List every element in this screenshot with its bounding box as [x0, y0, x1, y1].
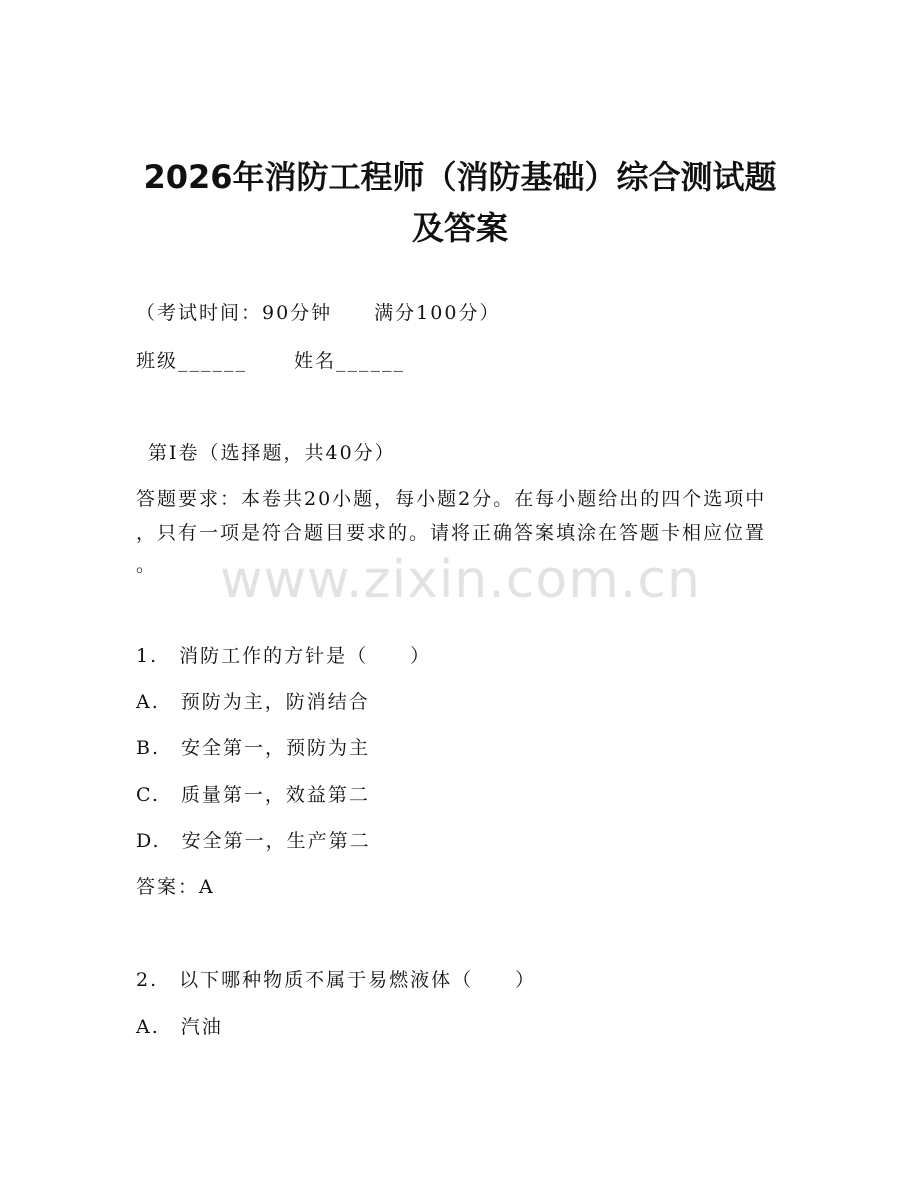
section-heading: 第I卷（选择题，共40分） [148, 442, 396, 464]
question-1-option-b: B. 安全第一，预防为主 [136, 737, 371, 759]
instructions-line-3: 。 [136, 554, 158, 576]
class-field [136, 347, 247, 375]
class-label: 班级 [136, 350, 179, 372]
class-blank: ______ [178, 350, 248, 372]
document-title-line-1: 2026年消防工程师（消防基础）综合测试题 [143, 158, 777, 196]
question-1-answer: 答案：A [136, 876, 215, 898]
exam-info: （考试时间：90分钟 满分100分） [136, 302, 501, 324]
watermark: www.zixin.com.cn [220, 550, 701, 610]
name-label: 姓名 [294, 350, 337, 372]
instructions-line-2: ，只有一项是符合题目要求的。请将正确答案填涂在答题卡相应位置 [136, 522, 767, 544]
question-2-stem: 2. 以下哪种物质不属于易燃液体（ ） [136, 969, 537, 991]
question-2-option-a: A. 汽油 [136, 1016, 223, 1038]
question-1-option-d: D. 安全第一，生产第二 [136, 830, 371, 852]
question-1-stem: 1. 消防工作的方针是（ ） [136, 645, 432, 667]
question-1-option-c: C. 质量第一，效益第二 [136, 784, 370, 806]
name-blank: ______ [336, 350, 406, 372]
document-title-line-2: 及答案 [411, 209, 508, 247]
question-1-option-a: A. 预防为主，防消结合 [136, 691, 370, 713]
instructions-line-1: 答题要求：本卷共20小题，每小题2分。在每小题给出的四个选项中 [136, 488, 767, 510]
name-field [294, 347, 405, 375]
